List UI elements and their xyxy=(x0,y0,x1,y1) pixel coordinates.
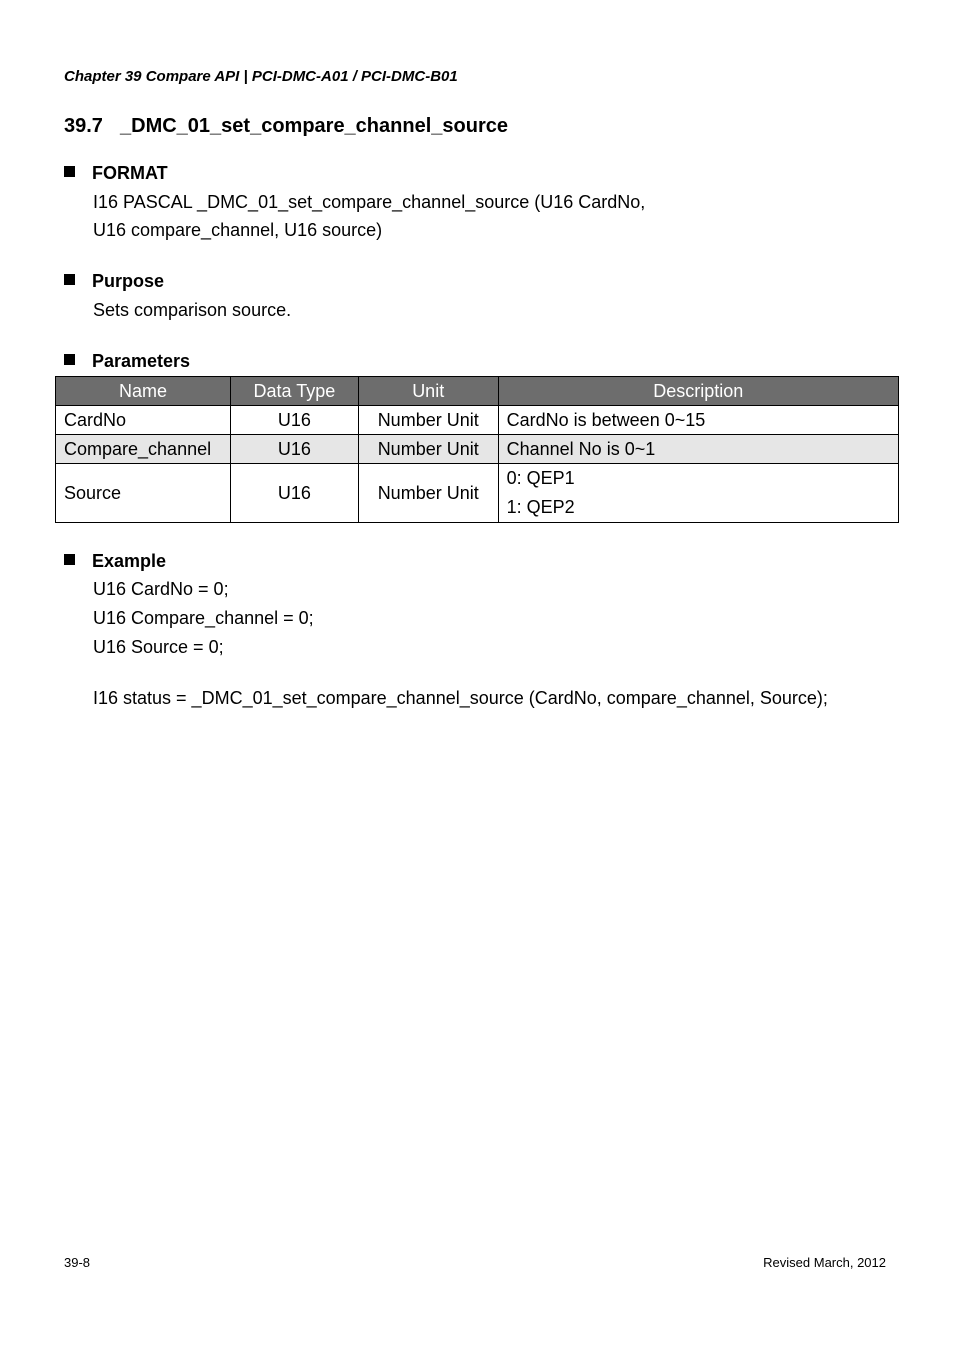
param-description: Channel No is 0~1 xyxy=(498,435,898,464)
format-heading-label: FORMAT xyxy=(92,163,168,183)
running-header: Chapter 39 Compare API | PCI-DMC-A01 / PCI-DMC-B01 xyxy=(64,68,458,85)
parameters-heading-label: Parameters xyxy=(92,351,191,371)
example-line: U16 CardNo = 0; xyxy=(93,579,229,599)
section-title xyxy=(64,115,508,138)
param-name: Compare_channel xyxy=(56,435,231,464)
format-line-1: I16 PASCAL _DMC_01_set_compare_channel_source (U16 CardNo, xyxy=(93,192,646,212)
param-description-line: 1: QEP2 xyxy=(506,497,575,517)
purpose-heading-label: Purpose xyxy=(92,271,165,291)
example-call: I16 status = _DMC_01_set_compare_channel_source (CardNo, compare_channel, Source); xyxy=(93,688,828,708)
param-description-line: 0: QEP1 xyxy=(506,468,575,488)
section-number: 39.7 xyxy=(64,115,103,137)
bullet-square-icon xyxy=(64,354,75,365)
table-row xyxy=(56,406,899,435)
format-line-2: U16 compare_channel, U16 source) xyxy=(93,220,383,240)
param-type: U16 xyxy=(230,464,358,523)
example-line: U16 Compare_channel = 0; xyxy=(93,608,314,628)
param-description: CardNo is between 0~15 xyxy=(498,406,898,435)
parameters-heading xyxy=(64,351,190,372)
table-header-row xyxy=(56,377,899,406)
table-row xyxy=(56,435,899,464)
purpose-heading xyxy=(64,271,164,292)
column-header-unit: Unit xyxy=(358,377,498,406)
bullet-square-icon xyxy=(64,554,75,565)
param-name: CardNo xyxy=(56,406,231,435)
purpose-text: Sets comparison source. xyxy=(93,300,292,320)
column-header-description: Description xyxy=(498,377,898,406)
section-title-text: _DMC_01_set_compare_channel_source xyxy=(120,115,508,137)
param-unit: Number Unit xyxy=(358,406,498,435)
revision-date: Revised March, 2012 xyxy=(763,1255,886,1270)
param-type: U16 xyxy=(230,406,358,435)
bullet-square-icon xyxy=(64,166,75,177)
example-line: U16 Source = 0; xyxy=(93,637,224,657)
parameters-table xyxy=(55,376,899,523)
example-heading xyxy=(64,551,166,572)
column-header-data-type: Data Type xyxy=(230,377,358,406)
param-type: U16 xyxy=(230,435,358,464)
param-unit: Number Unit xyxy=(358,435,498,464)
bullet-square-icon xyxy=(64,274,75,285)
column-header-name: Name xyxy=(56,377,231,406)
example-heading-label: Example xyxy=(92,551,167,571)
param-description xyxy=(498,464,898,523)
page-number: 39-8 xyxy=(64,1255,91,1270)
param-name: Source xyxy=(56,464,231,523)
format-heading xyxy=(64,163,168,184)
table-row xyxy=(56,464,899,523)
param-unit: Number Unit xyxy=(358,464,498,523)
